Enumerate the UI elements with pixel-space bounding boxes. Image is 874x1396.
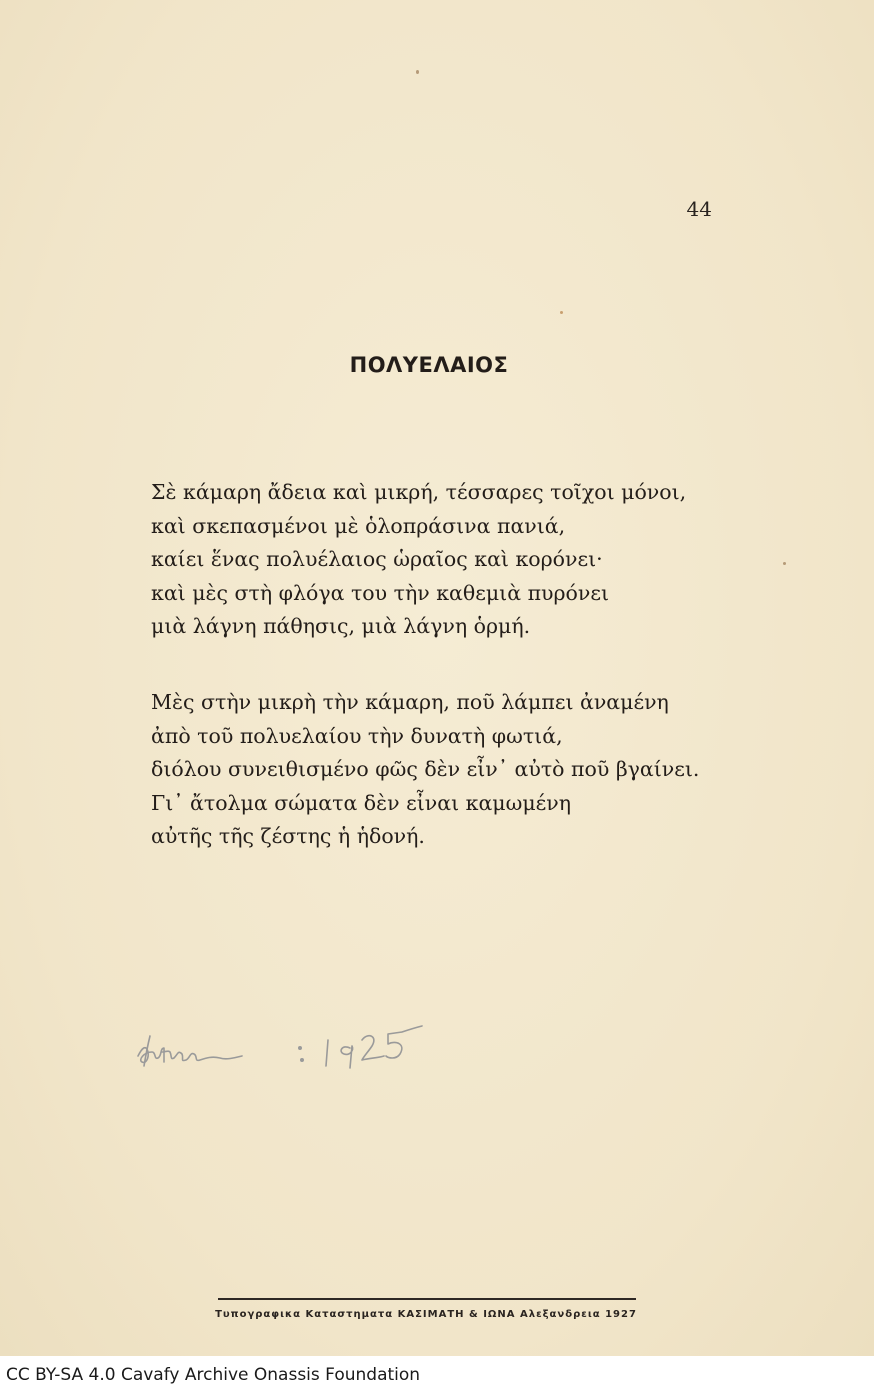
poem-line: αὐτῆς τῆς ζέστης ἡ ἡδονή.	[151, 824, 425, 849]
footer-divider	[218, 1298, 636, 1300]
poem-line: Μὲς στὴν μικρὴ τὴν κάμαρη, ποῦ λάμπει ἀναμένη	[151, 690, 669, 714]
printer-imprint: Τυπογραφικα Καταστηματα ΚΑΣΙΜΑΤΗ & ΙΩΝΑ Αλεξανδρεια 1927	[215, 1309, 637, 1320]
page-number: 44	[686, 197, 712, 221]
poem-line: ἀπὸ τοῦ πολυελαίου τὴν δυνατὴ φωτιά,	[151, 723, 563, 748]
paper-speck	[416, 70, 419, 74]
poem-line: Γι᾽ ἄτολμα σώματα δὲν εἶναι καμωμένη	[151, 790, 572, 815]
poem-title: ΠΟΛΥΕΛΑΙΟΣ	[349, 353, 509, 377]
poem-line: καὶ σκεπασμένοι μὲ ὁλοπράσινα πανιά,	[151, 513, 566, 538]
paper-speck	[783, 562, 786, 565]
paper-speck	[560, 311, 563, 314]
stanza-1	[151, 476, 686, 644]
poem-line: μιὰ λάγνη πάθησις, μιὰ λάγνη ὁρμή.	[151, 614, 531, 639]
poem-line: καίει ἕνας πολυέλαιος ὡραῖος καὶ κορόνει·	[151, 547, 603, 572]
poem-line: διόλου συνειθισμένο φῶς δὲν εἶν᾽ αὐτὸ ποῦ βγαίνει.	[151, 757, 700, 782]
poem-line: Σὲ κάμαρη ἄδεια καὶ μικρή, τέσσαρες τοῖχοι μόνοι,	[151, 480, 687, 504]
handwritten-date-note	[132, 1018, 432, 1078]
license-credit: CC BY-SA 4.0 Cavafy Archive Onassis Foundation	[6, 1365, 421, 1385]
stanza-2	[151, 686, 699, 854]
poem-line: καὶ μὲς στὴ φλόγα του τὴν καθεμιὰ πυρόνει	[151, 580, 610, 605]
